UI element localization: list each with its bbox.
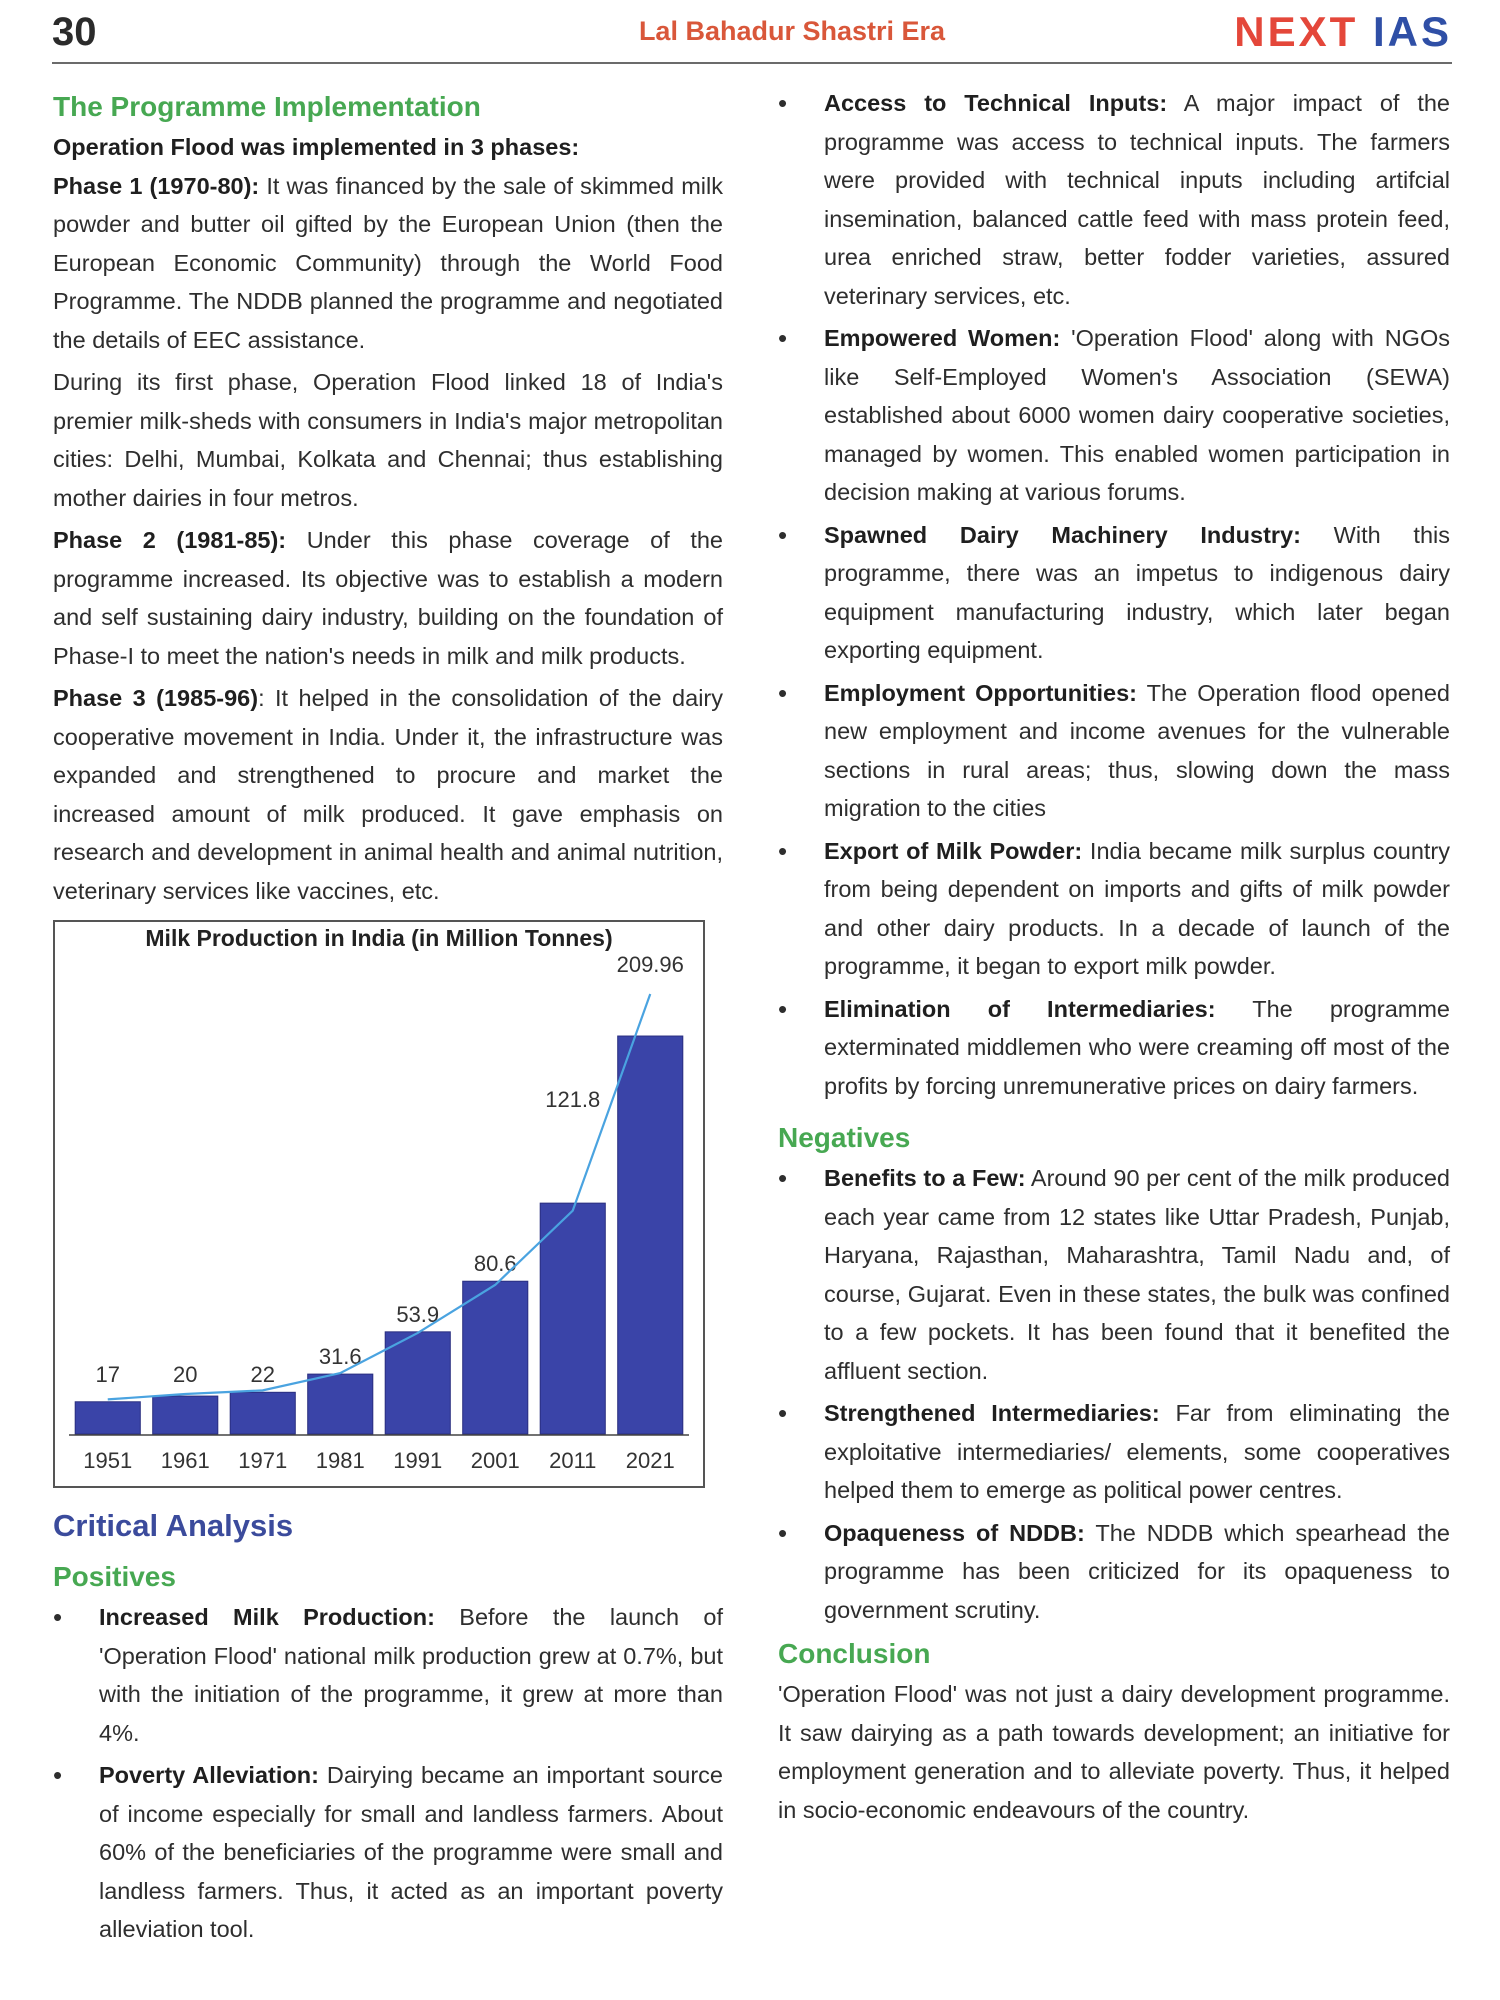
impl-lead: Operation Flood was implemented in 3 phases:: [53, 134, 580, 160]
positive-item: [53, 1756, 723, 1949]
negative-item: [778, 1159, 1450, 1390]
negatives-heading: Negatives: [778, 1122, 911, 1153]
phase1-paragraph: [53, 167, 723, 360]
chart-tick-label: 1951: [83, 1448, 133, 1473]
milk-production-chart: [53, 920, 705, 1488]
chart-bar: [463, 1281, 528, 1434]
bullet-icon: •: [778, 993, 788, 1024]
chart-bar: [230, 1392, 295, 1434]
negative-item: [778, 1394, 1450, 1510]
chart-tick-label: 2001: [470, 1448, 520, 1473]
phase3-text: : It helped in the consolidation of the dairy cooperative movement in India. Under it, the infrastructure was expanded and strengthened to procure and market the increased amount of milk produced. It gave emphasis on research and development in animal health and animal nutrition, veterinary services like vaccines, etc.: [53, 685, 723, 904]
positive-text: India became milk surplus country from being dependent on imports and gifts of milk powder and other dairy products. In a decade of launch of the programme, it began to export milk powder.: [824, 837, 1450, 979]
chart-data-label: 209.96: [616, 952, 684, 978]
chart-title: Milk Production in India (in Million Tonnes): [145, 925, 613, 951]
chart-data-label: 20: [173, 1362, 198, 1387]
bullet-icon: •: [778, 1517, 788, 1548]
bullet-icon: •: [778, 519, 788, 550]
bullet-icon: •: [778, 677, 788, 708]
positive-text: The programme exterminated middlemen who were creaming off most of the profits by forcing unremunerative prices on dairy farmers.: [824, 995, 1450, 1099]
negative-label: Opaqueness of NDDB:: [824, 1519, 1085, 1546]
negative-label: Strengthened Intermediaries:: [824, 1400, 1160, 1426]
left-column: [53, 86, 723, 1953]
phase1-paragraph-2: During its first phase, Operation Flood linked 18 of India's premier milk-sheds with consumers in India's major metropolitan cities: Delhi, Mumbai, Kolkata and Chennai; thus establishing mother dairies in four metros.: [53, 369, 723, 511]
positive-text: Dairying became an important source of income especially for small and landless farmers. About 60% of the beneficiaries of the programme were small and landless farmers. Thus, it acted as an important poverty alleviation tool.: [99, 1762, 723, 1942]
positive-text: A major impact of the programme was access to technical inputs. The farmers were provided with technical inputs including artifcial insemination, balanced cattle feed with mass protein feed, urea enriched straw, better fodder varieties, assured veterinary services, etc.: [824, 90, 1450, 309]
brand-logo: [1234, 8, 1452, 56]
chart-tick-label: 1971: [238, 1448, 288, 1473]
negative-text: The NDDB which spearhead the programme has been criticized for its opaqueness to government scrutiny.: [824, 1519, 1450, 1623]
positive-item: [778, 516, 1450, 670]
critical-analysis-heading: Critical Analysis: [53, 1508, 294, 1543]
negative-text: Far from eliminating the exploitative intermediaries/ elements, some cooperatives helped them to emerge as political power centres.: [824, 1400, 1450, 1503]
right-column: [778, 84, 1450, 1829]
negative-label: Benefits to a Few:: [824, 1165, 1026, 1191]
phase3-label: Phase 3 (1985-96): [53, 685, 259, 711]
positives-list: [53, 1598, 723, 1949]
chart-tick-label: 2011: [549, 1448, 597, 1473]
conclusion-heading: Conclusion: [778, 1638, 931, 1669]
chart-bar: [153, 1396, 218, 1434]
positive-text: The Operation flood opened new employment and income avenues for the vulnerable sections in rural areas; thus, slowing down the mass migration to the cities: [824, 679, 1450, 821]
positive-label: Increased Milk Production:: [99, 1604, 435, 1630]
positive-item: [53, 1598, 723, 1752]
negative-item: [778, 1514, 1450, 1630]
positive-label: Poverty Alleviation:: [99, 1762, 319, 1788]
phase3-paragraph: [53, 679, 723, 910]
chart-bar: [385, 1332, 450, 1434]
chart-tick-label: 1981: [315, 1448, 365, 1473]
chart-svg: [55, 922, 703, 1486]
positives-heading: Positives: [53, 1561, 176, 1592]
negatives-list: [778, 1159, 1450, 1629]
chart-bar: [75, 1402, 140, 1434]
chart-data-label: 17: [95, 1362, 120, 1387]
phase1-text: It was financed by the sale of skimmed milk powder and butter oil gifted by the European Union (then the European Economic Community) through the World Food Programme. The NDDB planned the programme and negotiated the details of EEC assistance.: [53, 172, 723, 353]
phase1-label: Phase 1 (1970-80):: [53, 172, 260, 199]
brand-logo-part1: NEXT: [1234, 8, 1359, 55]
running-title: Lal Bahadur Shastri Era: [638, 16, 946, 46]
positives-continued-list: [778, 84, 1450, 1105]
chart-data-label: 53.9: [396, 1301, 440, 1327]
bullet-icon: •: [778, 1398, 788, 1428]
phase2-paragraph: [53, 521, 723, 675]
positive-label: Spawned Dairy Machinery Industry:: [824, 521, 1301, 548]
conclusion-paragraph: 'Operation Flood' was not just a dairy development programme. It saw dairying as a path towards development; an initiative for employment generation and to alleviate poverty. Thus, it helped in socio-economic endeavours of the country.: [778, 1681, 1450, 1823]
negative-text: Around 90 per cent of the milk produced each year came from 12 states like Uttar Pradesh, Punjab, Haryana, Rajasthan, Maharashtra, Tamil Nadu and, of course, Gujarat. Even in these states, the bulk was confined to a few pockets. It has been found that it benefited the affluent section.: [824, 1165, 1450, 1384]
positive-item: [778, 990, 1450, 1106]
chart-tick-label: 1961: [160, 1448, 210, 1473]
chart-data-label: 31.6: [318, 1344, 362, 1370]
positive-item: [778, 84, 1450, 315]
positive-text: Before the launch of 'Operation Flood' national milk production grew at 0.7%, but with the initiation of the programme, it grew at more than 4%.: [99, 1604, 723, 1746]
positive-label: Employment Opportunities:: [824, 679, 1137, 706]
bullet-icon: •: [778, 88, 788, 118]
chart-bar: [540, 1203, 605, 1434]
positive-label: Empowered Women:: [824, 325, 1061, 351]
page-number: 30: [52, 10, 97, 54]
bullet-icon: •: [53, 1760, 63, 1790]
chart-data-label: 121.8: [545, 1087, 601, 1113]
chart-data-label: 22: [250, 1362, 275, 1387]
bullet-icon: •: [778, 1163, 788, 1193]
phase2-text: Under this phase coverage of the programme increased. Its objective was to establish a modern and self sustaining dairy industry, building on the foundation of Phase-I to meet the nation's needs in milk and milk products.: [53, 527, 723, 669]
chart-bar: [618, 1036, 683, 1434]
chart-tick-label: 2021: [625, 1448, 675, 1473]
page-header: [52, 8, 1452, 64]
positive-text: With this programme, there was an impetus to indigenous dairy equipment manufacturing industry, which later began exporting equipment.: [824, 521, 1450, 663]
phase2-label: Phase 2 (1981-85):: [53, 527, 287, 553]
bullet-icon: •: [778, 323, 788, 353]
chart-tick-label: 1991: [393, 1448, 443, 1473]
impl-heading: The Programme Implementation: [53, 91, 481, 122]
positive-label: Elimination of Intermediaries:: [824, 995, 1216, 1022]
positive-text: 'Operation Flood' along with NGOs like Self-Employed Women's Association (SEWA) established about 6000 women dairy cooperative societies, managed by women. This enabled women participation in decision making at various forums.: [824, 325, 1450, 505]
bullet-icon: •: [53, 1602, 63, 1632]
positive-label: Access to Technical Inputs:: [824, 90, 1168, 116]
positive-item: [778, 832, 1450, 986]
positive-item: [778, 319, 1450, 512]
brand-logo-part2: IAS: [1372, 8, 1452, 55]
positive-item: [778, 674, 1450, 828]
positive-label: Export of Milk Powder:: [824, 837, 1083, 864]
bullet-icon: •: [778, 835, 788, 866]
chart-bar: [308, 1374, 373, 1434]
chart-data-label: 80.6: [473, 1251, 517, 1277]
